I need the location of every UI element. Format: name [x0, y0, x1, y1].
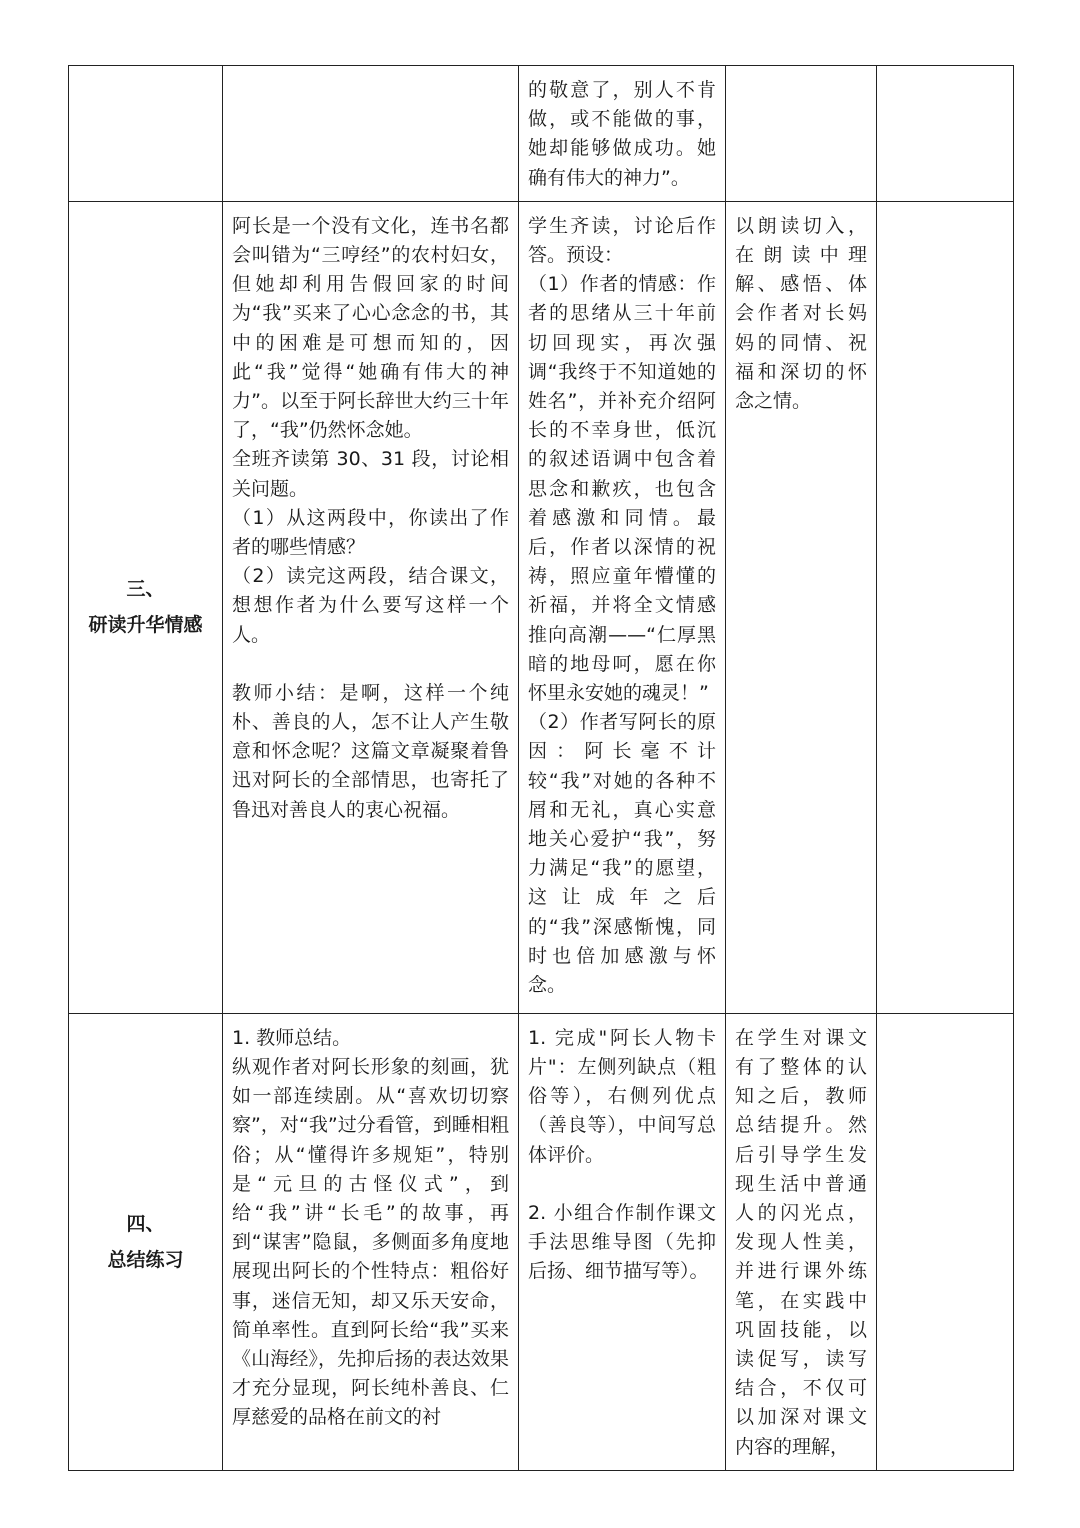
stage-cell — [69, 66, 223, 202]
teacher-activity-cell — [223, 1013, 519, 1470]
student-paragraph: （2）作者写阿长的原因：阿长毫不计较“我”对她的各种不屑和无礼，真心实意地关心爱护“我”，努力满足“我”的愿望，这让成年之后的“我”深感惭愧，同时也倍加感激与怀念。 — [528, 711, 716, 997]
stage-title: 总结练习 — [107, 1248, 184, 1271]
teacher-paragraph: 纵观作者对阿长形象的刻画，犹如一部连续剧。从“喜欢切切察察”，对“我”过分看管，到睡相粗俗；从“懂得许多规矩”，特别是“元旦的古怪仪式”，到给“我”讲“长毛”的故事，再到“谋害”隐鼠，多侧面多角度地展现出阿长的个性特点：粗俗好事，迷信无知，却又乐天安命，简单率性。直到阿长给“我”买来《山海经》，先抑后扬的表达效果才充分显现，阿长纯朴善良、仁厚慈爱的品格在前文的衬 — [232, 1056, 509, 1429]
lesson-plan-table — [68, 65, 1014, 1471]
notes-cell — [877, 201, 1014, 1013]
design-intent-cell — [726, 1013, 877, 1470]
student-paragraph: 1. 完成"阿长人物卡片"：左侧列缺点（粗俗等），右侧列优点（善良等），中间写总体评价。 — [528, 1026, 716, 1166]
stage-title: 研读升华情感 — [88, 614, 203, 637]
teacher-paragraph: 阿长是一个没有文化，连书名都会叫错为“三哼经”的农村妇女，但她却利用告假回家的时间为“我”买来了心心念念的书，其中的困难是可想而知的，因此“我”觉得“她确有伟大的神力”。以至于阿长辞世大约三十年了，“我”仍然怀念她。 — [232, 214, 509, 442]
student-paragraph: 的敬意了，别人不肯做，或不能做的事，她却能够做成功。她确有伟大的神力”。 — [528, 79, 716, 189]
stage-cell — [69, 1013, 223, 1470]
notes-cell — [877, 1013, 1014, 1470]
student-paragraph: 学生齐读，讨论后作答。预设： — [528, 214, 716, 267]
student-activity-cell — [519, 201, 726, 1013]
stage-number: 四、 — [126, 1212, 165, 1235]
teacher-paragraph: 全班齐读第 30、31 段，讨论相关问题。 — [232, 448, 509, 500]
teacher-paragraph: 1. 教师总结。 — [232, 1026, 352, 1049]
student-activity-cell — [519, 66, 726, 202]
table-row — [69, 66, 1014, 202]
teacher-paragraph: （1）从这两段中，你读出了作者的哪些情感？ — [232, 506, 509, 559]
paragraph-gap — [528, 1170, 716, 1199]
student-activity-cell — [519, 1013, 726, 1470]
design-intent-text: 以朗读切入，在朗读中理解、感悟、体会作者对长妈妈的同情、祝福和深切的怀念之情。 — [735, 214, 867, 413]
teacher-activity-cell — [223, 201, 519, 1013]
student-paragraph: 2. 小组合作制作课文手法思维导图（先抑后扬、细节描写等）。 — [528, 1201, 716, 1283]
stage-cell — [69, 201, 223, 1013]
table-row — [69, 201, 1014, 1013]
teacher-summary: 教师小结：是啊，这样一个纯朴、善良的人，怎不让人产生敬意和怀念呢？这篇文章凝聚着鲁迅对阿长的全部情思，也寄托了鲁迅对善良人的衷心祝福。 — [232, 681, 509, 821]
student-paragraph: （1）作者的情感：作者的思绪从三十年前切回现实，再次强调“我终于不知道她的姓名”，并补充介绍阿长的不幸身世，低沉的叙述语调中包含着思念和歉疚，也包含着感激和同情。最后，作者以深情的祝祷，照应童年懵懂的祈福，并将全文情感推向高潮——“仁厚黑暗的地母呵，愿在你怀里永安她的魂灵！” — [528, 273, 716, 705]
table-row — [69, 1013, 1014, 1470]
stage-number: 三、 — [126, 578, 165, 601]
design-intent-text: 在学生对课文有了整体的认知之后，教师总结提升。然后引导学生发现生活中普通人的闪光点，发现人性美，并进行课外练笔，在实践中巩固技能，以读促写，读写结合，不仅可以加深对课文内容的理解， — [735, 1026, 867, 1458]
design-intent-cell — [726, 66, 877, 202]
teacher-activity-cell — [223, 66, 519, 202]
paragraph-gap — [232, 650, 509, 679]
notes-cell — [877, 66, 1014, 202]
design-intent-cell — [726, 201, 877, 1013]
teacher-paragraph: （2）读完这两段，结合课文，想想作者为什么要写这样一个人。 — [232, 565, 509, 646]
